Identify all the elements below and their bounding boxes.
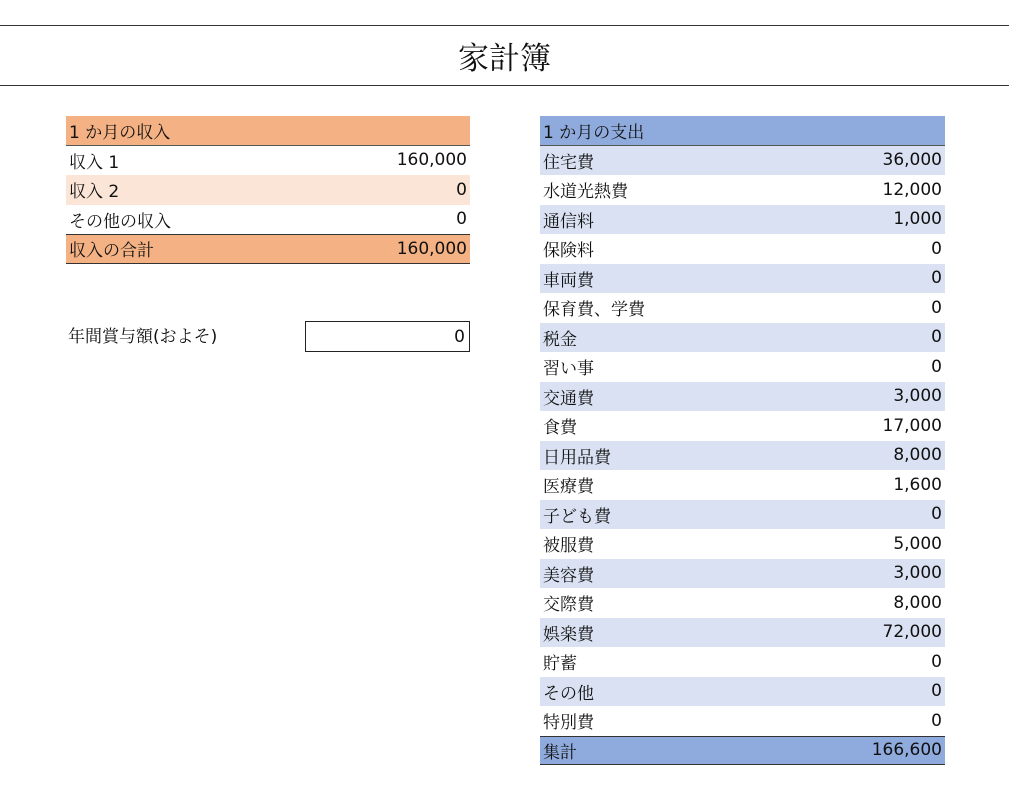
expense-row[interactable]: [540, 588, 945, 618]
expense-row[interactable]: [540, 293, 945, 323]
expense-row-value[interactable]: 72,000: [882, 622, 942, 643]
expense-row-label: 食費: [543, 418, 577, 439]
expense-row-value[interactable]: 12,000: [882, 179, 942, 200]
expense-row[interactable]: [540, 647, 945, 677]
expense-row-value[interactable]: 3,000: [893, 386, 942, 407]
expense-row-value[interactable]: 0: [931, 504, 942, 525]
expense-row-label: 特別費: [543, 713, 594, 734]
expense-row[interactable]: [540, 706, 945, 736]
expense-row-value[interactable]: 17,000: [882, 415, 942, 436]
title-band: [0, 25, 1009, 86]
income-row[interactable]: [66, 175, 470, 205]
expense-row-label: 税金: [543, 329, 577, 350]
expense-row[interactable]: [540, 323, 945, 353]
expense-row-label: 日用品費: [543, 447, 611, 468]
income-row-value[interactable]: 0: [456, 209, 467, 230]
expense-row-value[interactable]: 8,000: [893, 445, 942, 466]
expense-row-label: 保険料: [543, 241, 594, 262]
expense-row-value[interactable]: 0: [931, 327, 942, 348]
expense-row-value[interactable]: 0: [931, 268, 942, 289]
expense-row-value[interactable]: 1,000: [893, 209, 942, 230]
bonus-label: 年間賞与額(およそ): [68, 327, 218, 347]
income-row[interactable]: [66, 205, 470, 235]
expense-row[interactable]: [540, 411, 945, 441]
expense-row[interactable]: [540, 205, 945, 235]
expense-row-value[interactable]: 5,000: [893, 533, 942, 554]
expense-row-value[interactable]: 8,000: [893, 592, 942, 613]
expense-table: [540, 116, 945, 765]
expense-row-value[interactable]: 0: [931, 681, 942, 702]
expense-row[interactable]: [540, 559, 945, 589]
expense-row[interactable]: [540, 441, 945, 471]
expense-row-label: 子ども費: [543, 506, 611, 527]
income-header-label: 1 か月の収入: [69, 122, 171, 143]
expense-row-value[interactable]: 0: [931, 651, 942, 672]
expense-row[interactable]: [540, 352, 945, 382]
expense-row-label: 医療費: [543, 477, 594, 498]
expense-header-label: 1 か月の支出: [543, 122, 645, 143]
expense-row-value[interactable]: 0: [931, 297, 942, 318]
income-table: [66, 116, 470, 264]
expense-row-value[interactable]: 0: [931, 238, 942, 259]
expense-row[interactable]: [540, 618, 945, 648]
expense-row-label: 貯蓄: [543, 654, 577, 675]
expense-row[interactable]: [540, 382, 945, 412]
income-row-label: 収入 2: [69, 182, 120, 203]
expense-header: [540, 116, 945, 146]
income-total-label: 収入の合計: [69, 241, 154, 262]
bonus-value: 0: [454, 326, 465, 347]
expense-total-row: [540, 736, 945, 766]
income-row-value[interactable]: 160,000: [396, 150, 467, 171]
income-row-label: 収入 1: [69, 152, 120, 173]
expense-row-value[interactable]: 36,000: [882, 150, 942, 171]
expense-row-label: 習い事: [543, 359, 594, 380]
expense-row[interactable]: [540, 677, 945, 707]
expense-row[interactable]: [540, 234, 945, 264]
page-title: 家計簿: [458, 41, 551, 77]
expense-row-value[interactable]: 0: [931, 710, 942, 731]
income-total-row: [66, 234, 470, 264]
expense-row[interactable]: [540, 470, 945, 500]
expense-row-value[interactable]: 0: [931, 356, 942, 377]
expense-row-label: 被服費: [543, 536, 594, 557]
expense-row-label: 娯楽費: [543, 624, 594, 645]
expense-row[interactable]: [540, 500, 945, 530]
income-total-value: 160,000: [396, 238, 467, 259]
expense-row[interactable]: [540, 529, 945, 559]
income-row-label: その他の収入: [69, 211, 171, 232]
expense-total-label: 集計: [543, 742, 577, 763]
expense-row[interactable]: [540, 264, 945, 294]
expense-row[interactable]: [540, 175, 945, 205]
expense-row-value[interactable]: 1,600: [893, 474, 942, 495]
bonus-input[interactable]: [305, 321, 470, 352]
expense-row-label: 交通費: [543, 388, 594, 409]
expense-row-label: 住宅費: [543, 152, 594, 173]
expense-row-label: 水道光熱費: [543, 182, 628, 203]
expense-row-label: 保育費、学費: [543, 300, 645, 321]
expense-row-label: その他: [543, 683, 594, 704]
expense-row[interactable]: [540, 146, 945, 176]
income-row-value[interactable]: 0: [456, 179, 467, 200]
expense-row-label: 通信料: [543, 211, 594, 232]
expense-row-label: 車両費: [543, 270, 594, 291]
income-row[interactable]: [66, 146, 470, 176]
expense-row-value[interactable]: 3,000: [893, 563, 942, 584]
expense-row-label: 交際費: [543, 595, 594, 616]
expense-total-value: 166,600: [871, 740, 942, 761]
expense-row-label: 美容費: [543, 565, 594, 586]
income-header: [66, 116, 470, 146]
